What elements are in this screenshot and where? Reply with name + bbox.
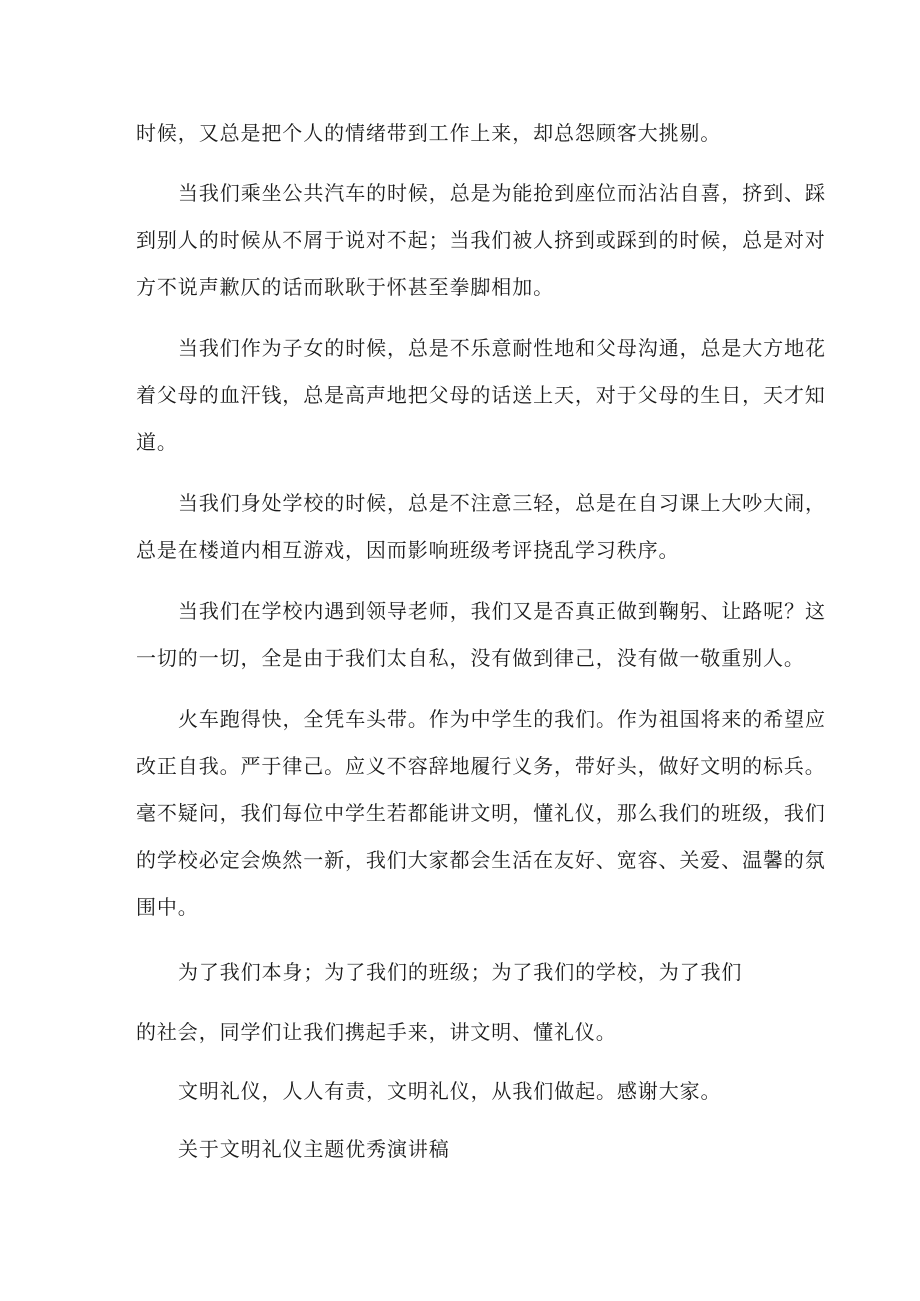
paragraph-line: 一切的一切，全是由于我们太自私，没有做到律己，没有做一敬重别人。 bbox=[136, 646, 805, 670]
paragraph-line: 总是在楼道内相互游戏，因而影响班级考评挠乱学习秩序。 bbox=[136, 538, 680, 562]
paragraph-line: 到别人的时候从不屑于说对不起；当我们被人挤到或踩到的时候，总是对对 bbox=[136, 228, 826, 252]
paragraph-line: 改正自我。严于律己。应义不容辞地履行义务，带好头，做好文明的标兵。 bbox=[136, 754, 826, 778]
paragraph-line: 的社会，同学们让我们携起手来，讲文明、懂礼仪。 bbox=[136, 1020, 617, 1044]
paragraph-line: 道。 bbox=[136, 430, 178, 454]
paragraph-line: 毫不疑问，我们每位中学生若都能讲文明，懂礼仪，那么我们的班级，我们 bbox=[136, 801, 826, 825]
paragraph-line: 围中。 bbox=[136, 895, 199, 919]
paragraph-line: 方不说声歉仄的话而耿耿于怀甚至拳脚相加。 bbox=[136, 275, 554, 299]
paragraph-line: 火车跑得快，全凭车头带。作为中学生的我们。作为祖国将来的希望应 bbox=[178, 707, 826, 731]
paragraph-line: 当我们在学校内遇到领导老师，我们又是否真正做到鞠躬、让路呢？这 bbox=[178, 599, 826, 623]
paragraph-line: 文明礼仪，人人有责，文明礼仪，从我们做起。感谢大家。 bbox=[178, 1079, 722, 1103]
paragraph-line: 时候，又总是把个人的情绪带到工作上来，却总怨顾客大挑剔。 bbox=[136, 121, 722, 145]
paragraph-line: 为了我们本身；为了我们的班级；为了我们的学校，为了我们 bbox=[178, 960, 743, 984]
paragraph-line: 的学校必定会焕然一新，我们大家都会生活在友好、宽容、关爱、温馨的氛 bbox=[136, 848, 826, 872]
paragraph-line: 当我们作为子女的时候，总是不乐意耐性地和父母沟通，总是大方地花 bbox=[178, 336, 826, 360]
paragraph-line: 当我们乘坐公共汽车的时候，总是为能抢到座位而沾沾自喜，挤到、踩 bbox=[178, 181, 826, 205]
section-heading: 关于文明礼仪主题优秀演讲稿 bbox=[178, 1137, 450, 1161]
paragraph-line: 当我们身处学校的时候，总是不注意三轻，总是在自习课上大吵大闹， bbox=[178, 491, 826, 515]
paragraph-line: 着父母的血汗钱，总是高声地把父母的话送上天，对于父母的生日，天才知 bbox=[136, 383, 826, 407]
